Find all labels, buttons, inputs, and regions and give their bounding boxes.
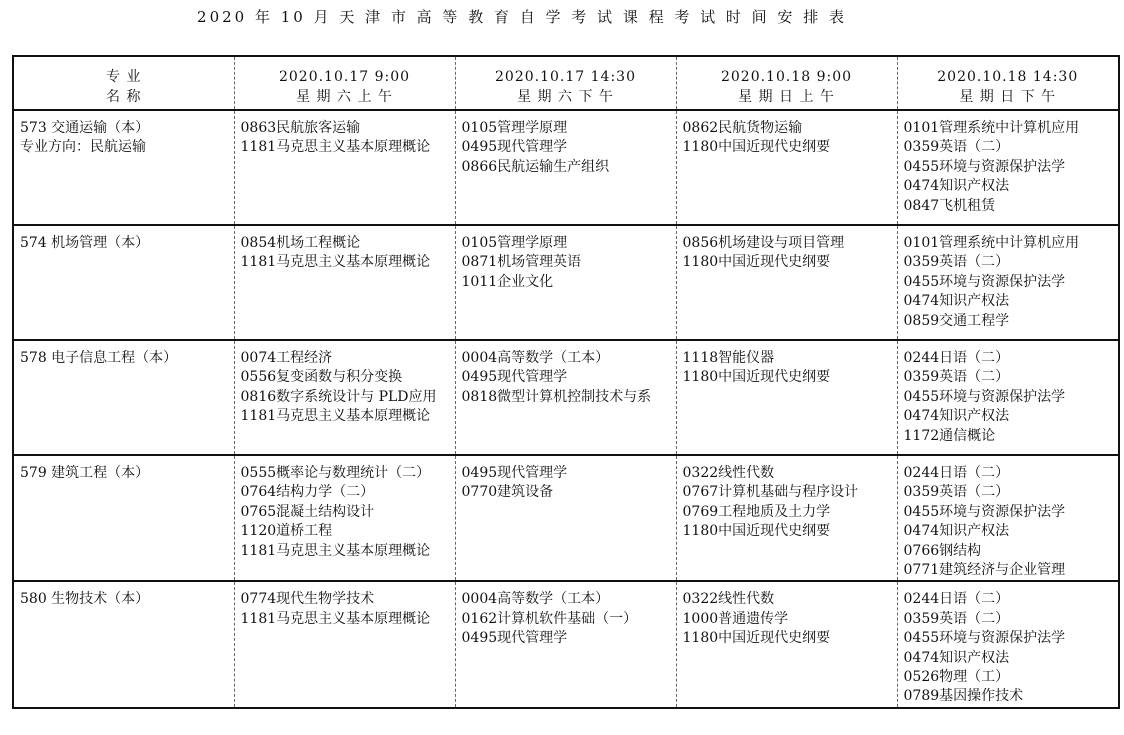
course-item: 0766钢结构 — [903, 542, 982, 559]
major-name: 专业方向：民航运输 — [20, 139, 146, 156]
sat-am-cell — [234, 225, 455, 340]
table-row — [13, 225, 1119, 340]
course-item: 0495现代管理学 — [461, 630, 568, 647]
course-item: 0816数字系统设计与 PLD应用 — [240, 388, 437, 405]
table-row — [13, 581, 1119, 707]
major-cell — [13, 340, 234, 455]
major-name: 579 建筑工程（本） — [20, 465, 150, 481]
course-item: 0004高等数学（工本） — [461, 591, 610, 608]
course-item: 1180中国近现代史纲要 — [682, 369, 831, 386]
course-item: 0818微型计算机控制技术与系 — [461, 388, 652, 405]
major-cell — [13, 581, 234, 707]
course-item: 0455环境与资源保护法学 — [903, 503, 1066, 520]
course-item: 1120道桥工程 — [240, 523, 333, 540]
header-sat-am — [234, 56, 455, 110]
sun-pm-cell — [897, 340, 1119, 455]
sat-pm-cell — [455, 340, 676, 455]
course-item: 0866民航运输生产组织 — [461, 158, 610, 175]
course-item: 0526物理（工） — [903, 669, 1010, 686]
table-row — [13, 455, 1119, 581]
sat-am-cell — [234, 110, 455, 225]
course-item: 1011企业文化 — [461, 273, 554, 290]
sat-pm-cell — [455, 110, 676, 225]
course-item: 0101管理系统中计算机应用 — [903, 235, 1080, 251]
course-item: 1181马克思主义基本原理概论 — [240, 254, 431, 271]
course-item: 0004高等数学（工本） — [461, 350, 610, 366]
sat-pm-cell — [455, 225, 676, 340]
course-item: 1181马克思主义基本原理概论 — [240, 610, 431, 627]
course-item: 0455环境与资源保护法学 — [903, 388, 1066, 405]
header-sun-am-date: 2020.10.18 9:00 — [720, 69, 853, 85]
sun-pm-cell — [897, 581, 1119, 707]
course-item: 0359英语（二） — [903, 484, 1010, 501]
course-item: 0856机场建设与项目管理 — [682, 235, 845, 251]
course-item: 0555概率论与数理统计（二） — [240, 465, 431, 481]
course-item: 0862民航货物运输 — [682, 120, 803, 136]
course-item: 0863民航旅客运输 — [240, 120, 361, 136]
course-item: 0474知识产权法 — [903, 523, 1010, 540]
sun-am-cell — [676, 455, 897, 581]
course-item: 0495现代管理学 — [461, 369, 568, 386]
course-item: 1181马克思主义基本原理概论 — [240, 542, 431, 559]
course-item: 1180中国近现代史纲要 — [682, 254, 831, 271]
course-item: 0771建筑经济与企业管理 — [903, 562, 1066, 579]
course-item: 0769工程地质及土力学 — [682, 503, 831, 520]
sun-pm-cell — [897, 225, 1119, 340]
course-item: 0105管理学原理 — [461, 235, 568, 251]
table-row — [13, 340, 1119, 455]
header-sun-am — [676, 56, 897, 110]
course-item: 0474知识产权法 — [903, 649, 1010, 666]
course-item: 0474知识产权法 — [903, 408, 1010, 425]
course-item: 0495现代管理学 — [461, 139, 568, 156]
major-cell — [13, 110, 234, 225]
course-item: 1118智能仪器 — [682, 350, 775, 366]
course-item: 1181马克思主义基本原理概论 — [240, 408, 431, 425]
header-major — [13, 56, 234, 110]
sat-am-cell — [234, 581, 455, 707]
header-sat-pm-date: 2020.10.17 14:30 — [495, 69, 636, 85]
major-name: 580 生物技术（本） — [20, 591, 150, 608]
course-item: 0455环境与资源保护法学 — [903, 273, 1066, 290]
course-item: 0455环境与资源保护法学 — [903, 630, 1066, 647]
course-item: 0074工程经济 — [240, 350, 333, 366]
course-item: 1180中国近现代史纲要 — [682, 139, 831, 156]
course-item: 0101管理系统中计算机应用 — [903, 120, 1080, 136]
header-row — [13, 56, 1119, 110]
header-sun-am-day: 星 期 日 上 午 — [738, 89, 835, 105]
header-sat-am-day: 星 期 六 上 午 — [296, 89, 393, 105]
sun-pm-cell — [897, 110, 1119, 225]
course-item: 0871机场管理英语 — [461, 254, 582, 271]
sun-am-cell — [676, 340, 897, 455]
course-item: 1181马克思主义基本原理概论 — [240, 139, 431, 156]
major-cell — [13, 225, 234, 340]
course-item: 0767计算机基础与程序设计 — [682, 484, 859, 501]
course-item: 0495现代管理学 — [461, 465, 568, 481]
course-item: 0789基因操作技术 — [903, 688, 1024, 705]
major-name: 573 交通运输（本） — [20, 120, 150, 136]
sat-am-cell — [234, 455, 455, 581]
course-item: 0770建筑设备 — [461, 484, 554, 501]
course-item: 1180中国近现代史纲要 — [682, 523, 831, 540]
course-item: 0854机场工程概论 — [240, 235, 361, 251]
course-item: 0162计算机软件基础（一） — [461, 610, 638, 627]
sat-am-cell — [234, 340, 455, 455]
course-item: 0474知识产权法 — [903, 293, 1010, 310]
course-item: 0764结构力学（二） — [240, 484, 375, 501]
course-item: 0859交通工程学 — [903, 312, 1010, 329]
sun-am-cell — [676, 110, 897, 225]
course-item: 0765混凝土结构设计 — [240, 503, 375, 520]
course-item: 0359英语（二） — [903, 254, 1010, 271]
course-item: 0244日语（二） — [903, 591, 1010, 608]
table-row — [13, 110, 1119, 225]
course-item: 0244日语（二） — [903, 350, 1010, 366]
header-sun-pm — [897, 56, 1119, 110]
sat-pm-cell — [455, 581, 676, 707]
header-major-line2: 名 称 — [106, 89, 142, 105]
course-item: 0244日语（二） — [903, 465, 1010, 481]
course-item: 1172通信概论 — [903, 427, 996, 444]
course-item: 0455环境与资源保护法学 — [903, 158, 1066, 175]
course-item: 0847飞机租赁 — [903, 197, 996, 214]
course-item: 0774现代生物学技术 — [240, 591, 375, 608]
course-item: 0105管理学原理 — [461, 120, 568, 136]
course-item: 0322线性代数 — [682, 465, 775, 481]
course-item: 0474知识产权法 — [903, 178, 1010, 195]
sun-am-cell — [676, 225, 897, 340]
course-item: 1000普通遗传学 — [682, 610, 789, 627]
header-major-line1: 专 业 — [106, 69, 142, 85]
major-cell — [13, 455, 234, 581]
header-sat-pm — [455, 56, 676, 110]
sat-pm-cell — [455, 455, 676, 581]
course-item: 0359英语（二） — [903, 369, 1010, 386]
header-sat-am-date: 2020.10.17 9:00 — [278, 69, 411, 85]
course-item: 0359英语（二） — [903, 610, 1010, 627]
sun-pm-cell — [897, 455, 1119, 581]
course-item: 0556复变函数与积分变换 — [240, 369, 403, 386]
header-sat-pm-day: 星 期 六 下 午 — [517, 89, 614, 105]
page-title: 2020 年 10 月 天 津 市 高 等 教 育 自 学 考 试 课 程 考 试 时 间 安 排 表 — [197, 8, 847, 26]
exam-schedule-table — [12, 55, 1120, 709]
course-item: 0322线性代数 — [682, 591, 775, 608]
course-item: 0359英语（二） — [903, 139, 1010, 156]
major-name: 574 机场管理（本） — [20, 235, 150, 251]
course-item: 1180中国近现代史纲要 — [682, 630, 831, 647]
header-sun-pm-day: 星 期 日 下 午 — [959, 89, 1057, 105]
header-sun-pm-date: 2020.10.18 14:30 — [937, 69, 1079, 85]
schedule-body — [13, 110, 1119, 708]
sun-am-cell — [676, 581, 897, 707]
major-name: 578 电子信息工程（本） — [20, 350, 178, 366]
